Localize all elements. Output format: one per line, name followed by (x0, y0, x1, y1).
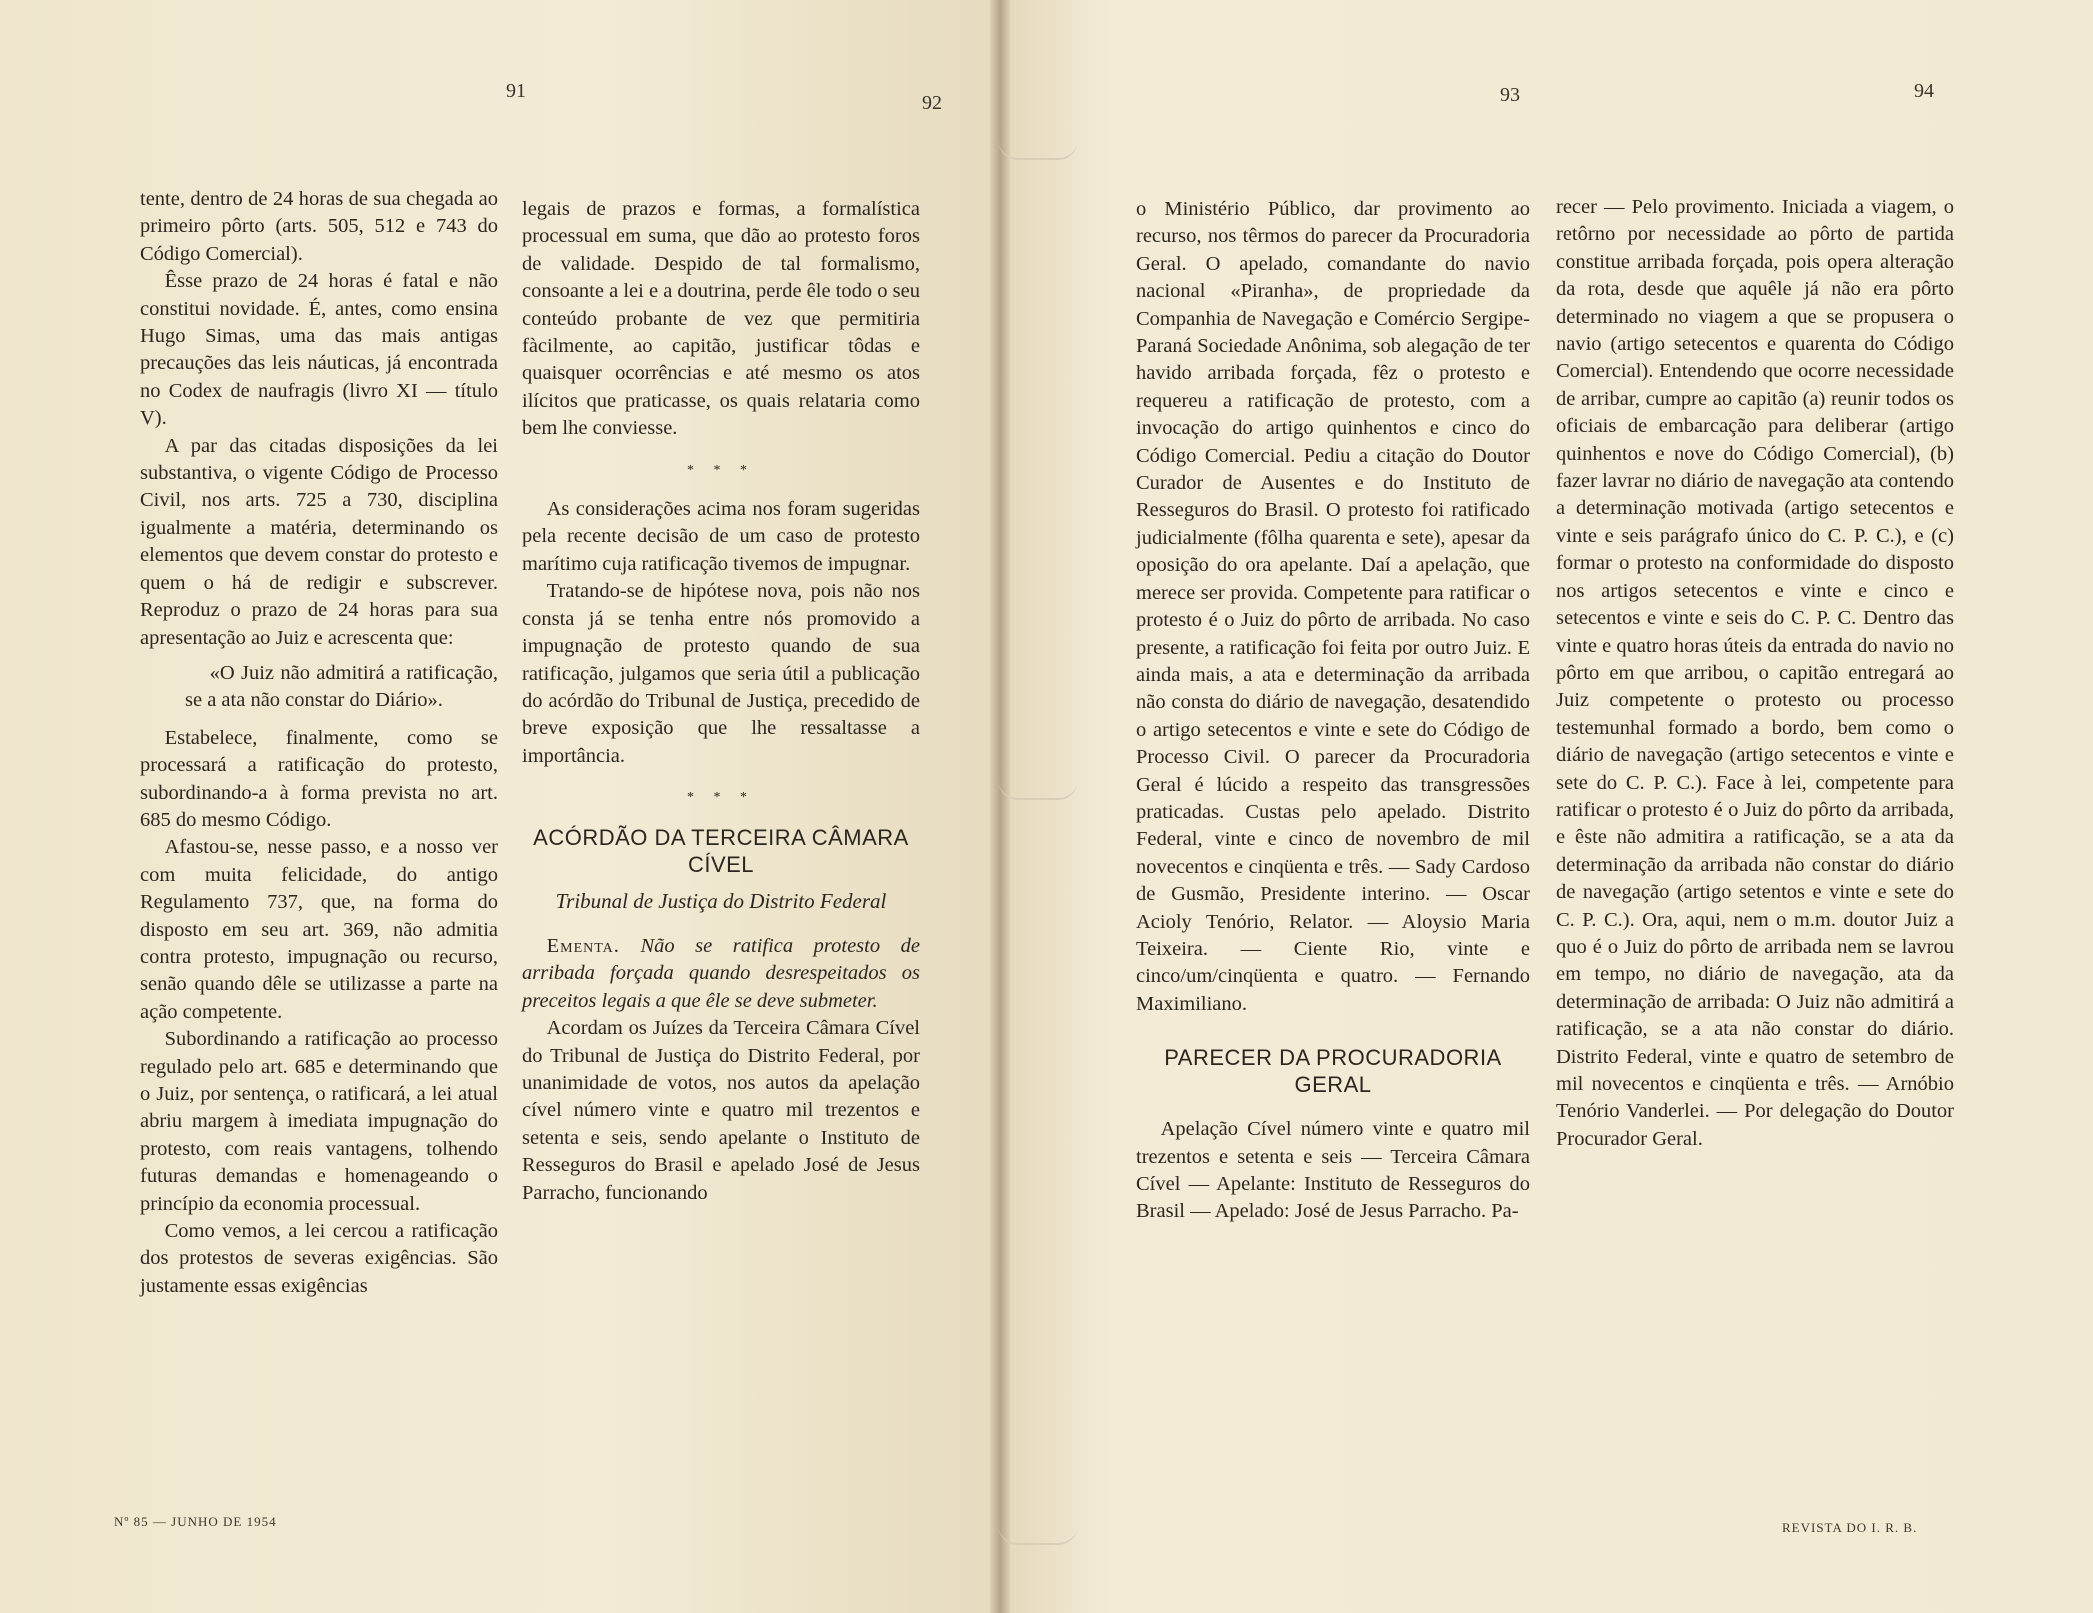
section-separator: * * * (687, 790, 755, 806)
paragraph: Subordinando a ratificação ao processo regulado pelo art. 685 e determinando que o Juiz, por sentença, o ratificará, a lei atual abriu margem à imediata impugnação do protesto, com reais vantagens, tolhendo futuras demandas e homenageando o princípio da economia processual. (140, 1028, 498, 1215)
paragraph: o Ministério Público, dar provimento ao recurso, nos têrmos do parecer da Procuradoria Geral. O apelado, comandante do navio nacional «Piranha», de propriedade da Companhia de Navegação e Comércio Sergipe-Paraná Sociedade Anônima, sob alegação de ter havido arribada forçada, fêz o protesto e requereu a ratificação de protesto, com a invocação do artigo quinhentos e cinco do Código Comercial. Pediu a citação do Doutor Curador de Ausentes e do Instituto de Resseguros do Brasil. O protesto foi ratificado judicialmente (fôlha quarenta e sete), apesar da oposição do ora apelante. Daí a apelação, que merece ser provida. Competente para ratificar o protesto é o Juiz do pôrto de arribada. No caso presente, a ratificação foi feita por outro Juiz. E ainda mais, a ata e determinação da arribada não consta do diário de navegação, desatendido o artigo setecentos e vinte e sete do Código de Processo Civil. O parecer da Procuradoria Geral é lúcido a respeito das transgressões praticadas. Custas pelo apelado. Distrito Federal, vinte e cinco de novembro de mil novecentos e cinqüenta e três. — Sady Cardoso de Gusmão, Presidente interino. — Oscar Acioly Tenório, Relator. — Aloysio Maria Teixeira. — Ciente Rio, vinte e cinco/um/cinqüenta e quatro. — Fernando Maximiliano. (1136, 198, 1530, 1015)
paragraph: A par das citadas disposições da lei substantiva, o vigente Código de Processo Civil, nos arts. 725 a 730, disciplina igualmente a matéria, determinando os elementos que devem constar do protesto e quem o há de redigir e subscrever. Reproduz o prazo de 24 horas para sua apresentação ao Juiz e acrescenta que: (140, 434, 498, 649)
column-page-94 (1556, 194, 1954, 1153)
page-number-92: 92 (922, 92, 942, 114)
paragraph: Tratando-se de hipótese nova, pois não nos consta já se tenha entre nós promovido a impugnação de protesto quando de sua ratificação, julgamos que seria útil a publicação do acórdão do Tribunal de Justiça, precedido de breve exposição que lhe ressaltasse a importância. (522, 580, 920, 767)
column-page-93 (1136, 196, 1530, 1226)
book-gutter (990, 0, 1010, 1613)
page-number-93: 93 (1500, 84, 1520, 106)
footer-journal: REVISTA DO I. R. B. (1782, 1520, 1918, 1535)
page-number-94: 94 (1914, 80, 1934, 102)
section-subheading: Tribunal de Justiça do Distrito Federal (555, 888, 887, 913)
paragraph: Acordam os Juízes da Terceira Câmara Cível do Tribunal de Justiça do Distrito Federal, por unanimidade de votos, nos autos da apelação cível número vinte e quatro mil trezentos e setenta e seis, sendo apelante o Instituto de Resseguros do Brasil e apelado José de Jesus Parracho, funcionando (522, 1017, 920, 1204)
paragraph: Êsse prazo de 24 horas é fatal e não constitui novidade. É, antes, como ensina Hugo Simas, uma das mais antigas precauções das leis náuticas, já encontrada no Codex de naufragis (livro XI — título V). (140, 270, 498, 430)
binding-stitch (998, 1525, 1078, 1545)
paragraph: Estabelece, finalmente, como se processará a ratificação do protesto, subordinando-a à forma prevista no art. 685 do mesmo Código. (140, 726, 498, 831)
ementa-text: Não se ratifica protesto de arribada forçada quando desrespeitados os preceitos legais a que êle se deve submeter. (522, 934, 920, 1012)
paragraph: As considerações acima nos foram sugeridas pela recente decisão de um caso de protesto marítimo cuja ratificação tivemos de impugnar. (522, 498, 920, 575)
paragraph: legais de prazos e formas, a formalística processual em suma, que dão ao protesto foros de validade. Despido de tal formalismo, consoante a lei e a doutrina, perde êle todo o seu conteúdo probante de vez que permitiria fàcilmente, ao capitão, justificar tôdas e quaisquer ocorrências e até mesmo os atos ilícitos que praticasse, os quais relataria como bem lhe conviesse. (522, 198, 920, 440)
page-number-91: 91 (506, 80, 526, 102)
paragraph: Como vemos, a lei cercou a ratificação dos protestos de severas exigências. São justamente essas exigências (140, 1220, 498, 1297)
column-page-92 (522, 196, 920, 1207)
block-quote: «O Juiz não admitirá a ratificação, se a ata não constar do Diário». (185, 661, 498, 712)
ementa (522, 933, 920, 1015)
paragraph: tente, dentro de 24 horas de sua chegada ao primeiro pôrto (arts. 505, 512 e 743 do Código Comercial). (140, 188, 498, 265)
section-heading: PARECER DA PROCURADORIA GERAL (1164, 1045, 1502, 1098)
column-page-91 (140, 186, 498, 1300)
section-heading: ACÓRDÃO DA TERCEIRA CÂMARA CÍVEL (533, 824, 909, 877)
paragraph: Afastou-se, nesse passo, e a nosso ver com muita felicidade, do antigo Regulamento 737, que, na forma do disposto em seu art. 369, não admitia contra protesto, impugnação ou recurso, senão quando dêle se utilizasse a parte na ação competente. (140, 836, 498, 1023)
paragraph: Apelação Cível número vinte e quatro mil trezentos e setenta e seis — Terceira Câmara Cível — Apelante: Instituto de Resseguros do Brasil — Apelado: José de Jesus Parracho. Pa- (1136, 1118, 1530, 1223)
binding-stitch (998, 140, 1078, 160)
ementa-label: Ementa. (546, 934, 620, 957)
paragraph: recer — Pelo provimento. Iniciada a viagem, o retôrno por necessidade ao pôrto de partida constitue arribada forçada, pois opera alteração da rota, desde que aquêle já não era pôrto determinado no viagem a que se propusera o navio (artigo setecentos e quarenta do Código Comercial). Entendendo que ocorre necessidade de arribar, cumpre ao capitão (a) reunir todos os oficiais de embarcação para deliberar (artigo quinhentos e nove do Código Comercial), (b) fazer lavrar no diário de navegação ata contendo a determinação motivada (artigo setecentos e vinte e seis parágrafo único do C. P. C.), e (c) formar o protesto na conformidade do disposto nos artigos setecentos e vinte e cinco e setecentos e vinte e seis do C. P. C. Dentro das vinte e quatro horas úteis da entrada do navio no pôrto em que arribou, o capitão entregará ao Juiz competente o protesto ou processo testemunhal formado a bordo, bem como o diário de navegação (artigo setecentos e vinte e sete do C. P. C.). Face à lei, competente para ratificar o protesto é o Juiz do pôrto da arribada, e êste não admitira a ratificação, se a ata da determinação da arribada não constar do diário de navegação (artigo setentos e vinte e sete do C. P. C.). Ora, aqui, nem o m.m. doutor Juiz a quo é o Juiz do pôrto de arribada nem se lavrou em tempo, no diário de navegação, ata da determinação de arribada: O Juiz não admitirá a ratificação, se a ata não constar do diário. Distrito Federal, vinte e quatro de setembro de mil novecentos e cinqüenta e três. — Arnóbio Tenório Vanderlei. — Por delegação do Doutor Procurador Geral. (1556, 196, 1954, 1150)
section-separator: * * * (687, 462, 755, 478)
binding-stitch (998, 780, 1078, 800)
footer-issue: Nº 85 — JUNHO DE 1954 (114, 1514, 277, 1529)
